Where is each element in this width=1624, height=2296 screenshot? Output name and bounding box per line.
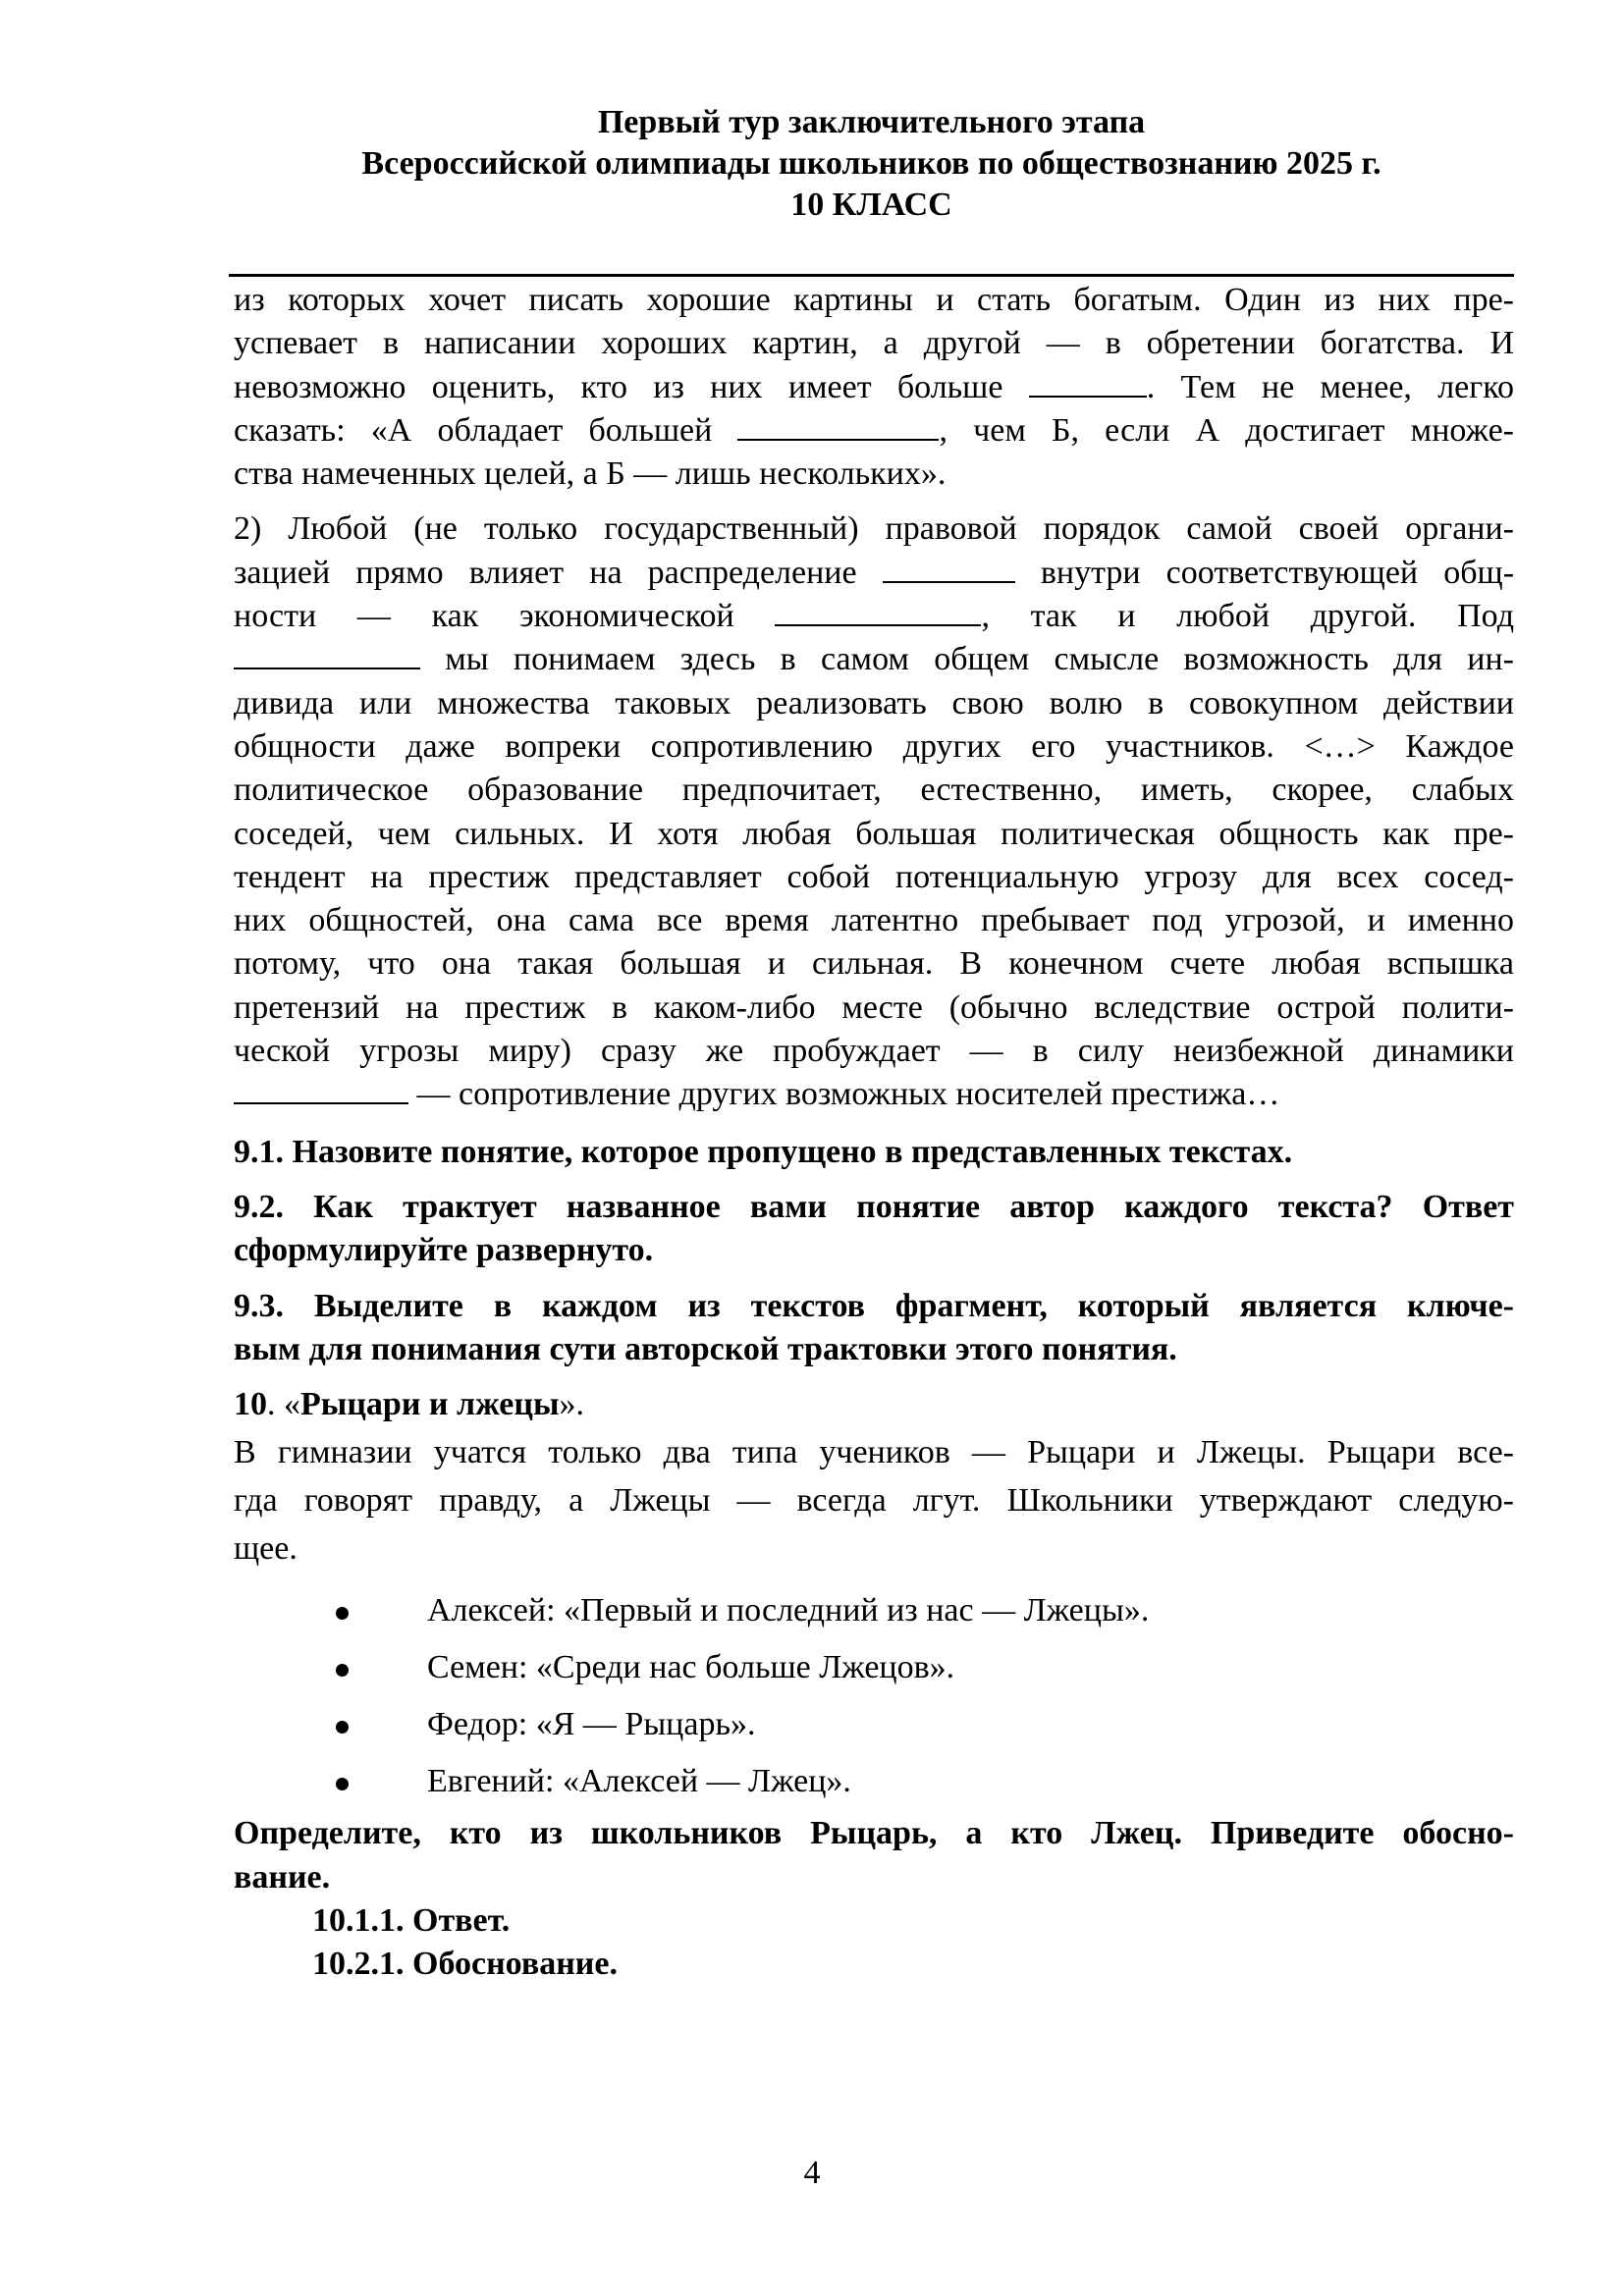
text-line: ческой угрозы миру) сразу же пробуждает — в силу неизбежной динамики <box>234 1033 1514 1070</box>
text-line: невозможно оценить, кто из них имеет больше . Тем не менее, легко <box>234 368 1515 405</box>
text-line: мы понимаем здесь в самом общем смысле возможность для ин- <box>234 638 1514 681</box>
task-10-heading: 10. «Рыцари и лжецы». <box>234 1386 584 1423</box>
text-line: В гимназии учатся только два типа учеников — Рыцари и Лжецы. Рыцари все- <box>234 1434 1514 1471</box>
fill-in-blank <box>234 640 420 669</box>
fill-in-blank <box>234 1075 408 1104</box>
text-line: ности — как экономической , так и любой другой. Под <box>234 598 1514 635</box>
justification-heading: 10.2.1. Обоснование. <box>312 1946 618 1983</box>
text-fragment-1 <box>234 279 1514 496</box>
header-title-line1: Первый тур заключительного этапа <box>597 104 1146 140</box>
task-title: Рыцари и лжецы <box>300 1386 560 1423</box>
text-line: из которых хочет писать хорошие картины и стать богатым. Один из них пре- <box>234 282 1514 318</box>
header-title-line2: Всероссийской олимпиады школьников по обществознанию 2025 г. <box>361 145 1381 182</box>
question-9-2: 9.2. Как трактует названное вами понятие автор каждого текста? Ответ сформулируйте развернуто. <box>234 1188 1514 1269</box>
text-line: щее. <box>234 1530 298 1568</box>
text-line: политическое образование предпочитает, естественно, иметь, скорее, слабых <box>234 772 1514 809</box>
question-9-1: 9.1. Назовите понятие, которое пропущено в представленных текстах. <box>234 1133 1293 1170</box>
list-item: Федор: «Я — Рыцарь». <box>234 1696 1514 1753</box>
text-line: тендент на престиж представляет собой потенциальную угрозу для всех сосед- <box>234 858 1514 895</box>
bullet-icon <box>336 1721 349 1734</box>
page-number: 4 <box>803 2155 821 2191</box>
list-item: Семен: «Среди нас больше Лжецов». <box>234 1639 1514 1696</box>
fill-in-blank <box>737 411 939 441</box>
task-10-intro <box>234 1428 1514 1573</box>
bullet-icon <box>336 1607 349 1620</box>
text-line: общности даже вопреки сопротивлению других его участников. <…> Каждое <box>234 727 1514 765</box>
statements-list <box>234 1582 1514 1810</box>
question-9-3: 9.3. Выделите в каждом из текстов фрагмент, который является ключе- вым для понимания сути авторской трактовки этого понятия. <box>234 1287 1514 1367</box>
list-item: Евгений: «Алексей — Лжец». <box>234 1753 1514 1810</box>
header-grade: 10 КЛАСС <box>790 187 952 223</box>
text-line: дивида или множества таковых реализовать свою волю в совокупном действии <box>234 684 1514 721</box>
page-content <box>234 279 1514 1987</box>
text-line: претензий на престиж в каком-либо месте (обычно вследствие острой полити- <box>234 988 1514 1026</box>
text-line: сказать: «А обладает большей , чем Б, если А достигает множе- <box>234 411 1515 449</box>
page-header <box>229 102 1514 226</box>
header-divider <box>229 274 1514 277</box>
bullet-icon <box>336 1664 349 1677</box>
text-line: успевает в написании хороших картин, а другой — в обретении богатства. И <box>234 325 1514 362</box>
fill-in-blank <box>775 597 981 626</box>
text-line: 2) Любой (не только государственный) правовой порядок самой своей органи- <box>234 510 1514 548</box>
text-line: потому, что она такая большая и сильная. В конечном счете любая вспышка <box>234 945 1514 983</box>
fill-in-blank <box>883 554 1015 583</box>
task-number: 10 <box>234 1386 267 1423</box>
text-fragment-2 <box>234 507 1514 1116</box>
answer-heading: 10.1.1. Ответ. <box>312 1902 511 1940</box>
task-10-instruction: Определите, кто из школьников Рыцарь, а кто Лжец. Приведите обосно- вание. <box>234 1815 1514 1896</box>
list-item: Алексей: «Первый и последний из нас — Лжецы». <box>234 1582 1514 1639</box>
text-line: гда говорят правду, а Лжецы — всегда лгут. Школьники утверждают следую- <box>234 1482 1514 1520</box>
bullet-icon <box>336 1778 349 1790</box>
text-line: ства намеченных целей, а Б — лишь нескольких». <box>234 455 947 493</box>
text-line: них общностей, она сама все время латентно пребывает под угрозой, и именно <box>234 902 1514 939</box>
text-line: зацией прямо влияет на распределение внутри соответствующей общ- <box>234 554 1515 591</box>
fill-in-blank <box>1029 368 1147 398</box>
text-line: — сопротивление других возможных носителей престижа… <box>234 1073 1514 1116</box>
text-line: соседей, чем сильных. И хотя любая большая политическая общность как пре- <box>234 815 1514 852</box>
